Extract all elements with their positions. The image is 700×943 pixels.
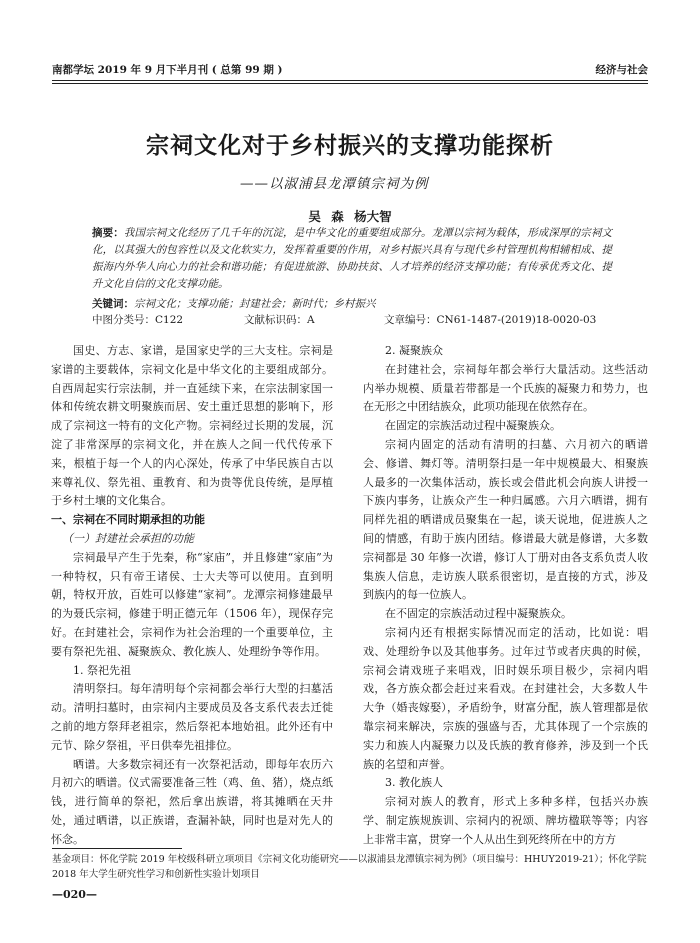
abstract — [92, 225, 612, 293]
article-subtitle: ——以淑浦县龙潭镇宗祠为例 — [240, 176, 429, 192]
classification-line — [92, 312, 612, 328]
subsection-heading: （一）封建社会承担的功能 — [62, 531, 194, 545]
header-rule — [52, 80, 648, 81]
body-paragraph: 国史、方志、家谱，是国家史学的三大支柱。宗祠是家谱的主要载体，宗祠文化是中华文化的主要组成部分。自西周起实行宗法制，并一直延续下来，在宗法制家国一体和传统农耕文明聚族而居、安土重迁思想的影响下，形成了宗祠这一特有的文化产物。宗祠经过长期的发展，沉淀了非常深厚的宗祠文化，并在族人之间一代代传承下来，根植于每一个人的内心深处，传承了中华民族自古以来尊礼仪、祭先祖、重教育、和为贵等优良传统，是厚植于乡村土壤的文化集合。 — [51, 344, 333, 508]
article-number: 文章编号：CN61-1487-(2019)18-0020-03 — [384, 314, 597, 326]
sub-subsection-heading: 3. 教化族人 — [385, 776, 443, 790]
abstract-label: 摘要： — [92, 227, 124, 239]
running-head — [52, 60, 648, 78]
footnote: 基金项目：怀化学院 2019 年校级科研立项项目《宗祠文化功能研究——以淑浦县龙潭镇宗祠为例》（项目编号：HHUY2019-21）；怀化学院 2018 年大学生研究性学习和创新性实验计划项目 — [52, 854, 647, 880]
body-paragraph: 晒谱。大多数宗祠还有一次祭祀活动，即每年农历六月初六的晒谱。仪式需要准备三牲（鸡、鱼、猪），烧点纸钱，进行简单的祭祀，然后拿出族谱，将其摊晒在天井处，通过晒谱，以正族谱，查漏补缺，同时也是对先人的怀念。 — [51, 757, 333, 846]
body-paragraph: 在封建社会，宗祠每年都会举行大量活动。这些活动内举办规模、质量若带都是一个氏族的凝聚力和势力，也在无形之中团结族众，此项功能现在依然存在。 — [363, 362, 648, 414]
sub-subsection-heading: 2. 凝聚族众 — [385, 344, 443, 357]
body-paragraph: 清明祭扫。每年清明每个宗祠都会举行大型的扫墓活动。清明扫墓时，由宗祠内主要成员及各支系代表去迁徙之前的地方祭拜老祖宗，然后祭祀本地始祖。此外还有中元节、除夕祭祖，平日供奉先祖排位。 — [51, 682, 333, 752]
body-paragraph: 在不固定的宗族活动过程中凝聚族众。 — [385, 607, 572, 621]
body-paragraph: 宗祠最早产生于先秦，称“家庙”，并且修建“家庙”为一种特权，只有帝王诸侯、士大夫等可以使用。直到明朝，特权开放，百姓可以修建“家祠”。龙潭宗祠修建最早的为聂氏宗祠，修建于明正德元年（1506 年），现保存完好。在封建社会，宗祠作为社会治理的一个重要单位，主要有祭祀先祖、凝聚族众、教化族人、处理纷争等作用。 — [51, 550, 333, 658]
abstract-text: 我国宗祠文化经历了几千年的沉淀，是中华文化的重要组成部分。龙潭以宗祠为载体，形成深厚的宗祠文化，以其强大的包容性以及文化软实力，发挥着重要的作用，对乡村振兴具有与现代乡村管理机构相辅相成、提振海内外华人向心力的社会和谐功能；有促进旅游、协助扶贫、人才培养的经济支撑功能；有传承优秀文化、提升文化自信的文化支撑功能。 — [92, 227, 612, 290]
body-paragraph: 在固定的宗族活动过程中凝聚族众。 — [385, 419, 561, 433]
page-number: —020— — [52, 888, 97, 901]
section-name: 经济与社会 — [595, 64, 648, 76]
article-title: 宗祠文化对于乡村振兴的支撑功能探析 — [146, 132, 554, 159]
body-paragraph: 宗祠内固定的活动有清明的扫墓、六月初六的晒谱会、修谱、舞灯等。清明祭扫是一年中规模最大、相聚族人最多的一次集体活动，族长或会借此机会向族人讲授一下族内事务，让族众产生一种归属感。六月六晒谱，拥有同样先祖的晒谱成员聚集在一起，谈天说地，促进族人之间的情感，有助于族内团结。修谱最大就是修谱，大多数宗祠都是 30 年修一次谱，修订人丁册对由各支系负责人收集族人信息，走访族人联系很密切，是直接的方式，涉及到族内的每一位族人。 — [363, 437, 648, 602]
keywords-text: 宗祠文化；支撑功能；封建社会；新时代；乡村振兴 — [134, 298, 376, 310]
article-authors: 吴 森 杨大智 — [308, 209, 392, 224]
document-code: 文献标识码：A — [244, 314, 315, 326]
body-paragraph: 宗祠对族人的教育，形式上多种多样，包括兴办族学、制定族规族训、宗祠内的祝颂、牌坊楹联等等；内容上非常丰富，贯穿一个人从出生到死终所在中的方方 — [363, 795, 648, 846]
clc-number: 中图分类号：C122 — [92, 314, 184, 326]
section-heading: 一、宗祠在不同时期承担的功能 — [51, 513, 205, 527]
body-paragraph: 宗祠内还有根据实际情况而定的活动，比如说：唱戏、处理纷争以及其他事务。过年过节或者庆典的时候，宗祠会请戏班子来唱戏，旧时娱乐项目极少，宗祠内唱戏，各方族众都会赶过来看戏。在封建社会，大多数人牛大争（婚丧嫁娶），矛盾纷争，财富分配，族人管理都是依靠宗祠来解决，宗族的强盛与否，尤其体现了一个宗族的实力和族人内凝聚力以及氏族的教育修养，涉及到一个氏族的名望和声誉。 — [363, 625, 648, 771]
keywords — [92, 296, 612, 312]
header-rule-secondary — [52, 83, 648, 84]
sub-subsection-heading: 1. 祭祀先祖 — [73, 663, 131, 677]
right-column — [363, 342, 648, 850]
left-column — [51, 342, 333, 850]
journal-name: 南都学坛 2019 年 9 月下半月刊 ( 总第 99 期 ) — [52, 64, 283, 76]
footnote-rule — [52, 848, 182, 849]
keywords-label: 关键词： — [92, 298, 134, 310]
